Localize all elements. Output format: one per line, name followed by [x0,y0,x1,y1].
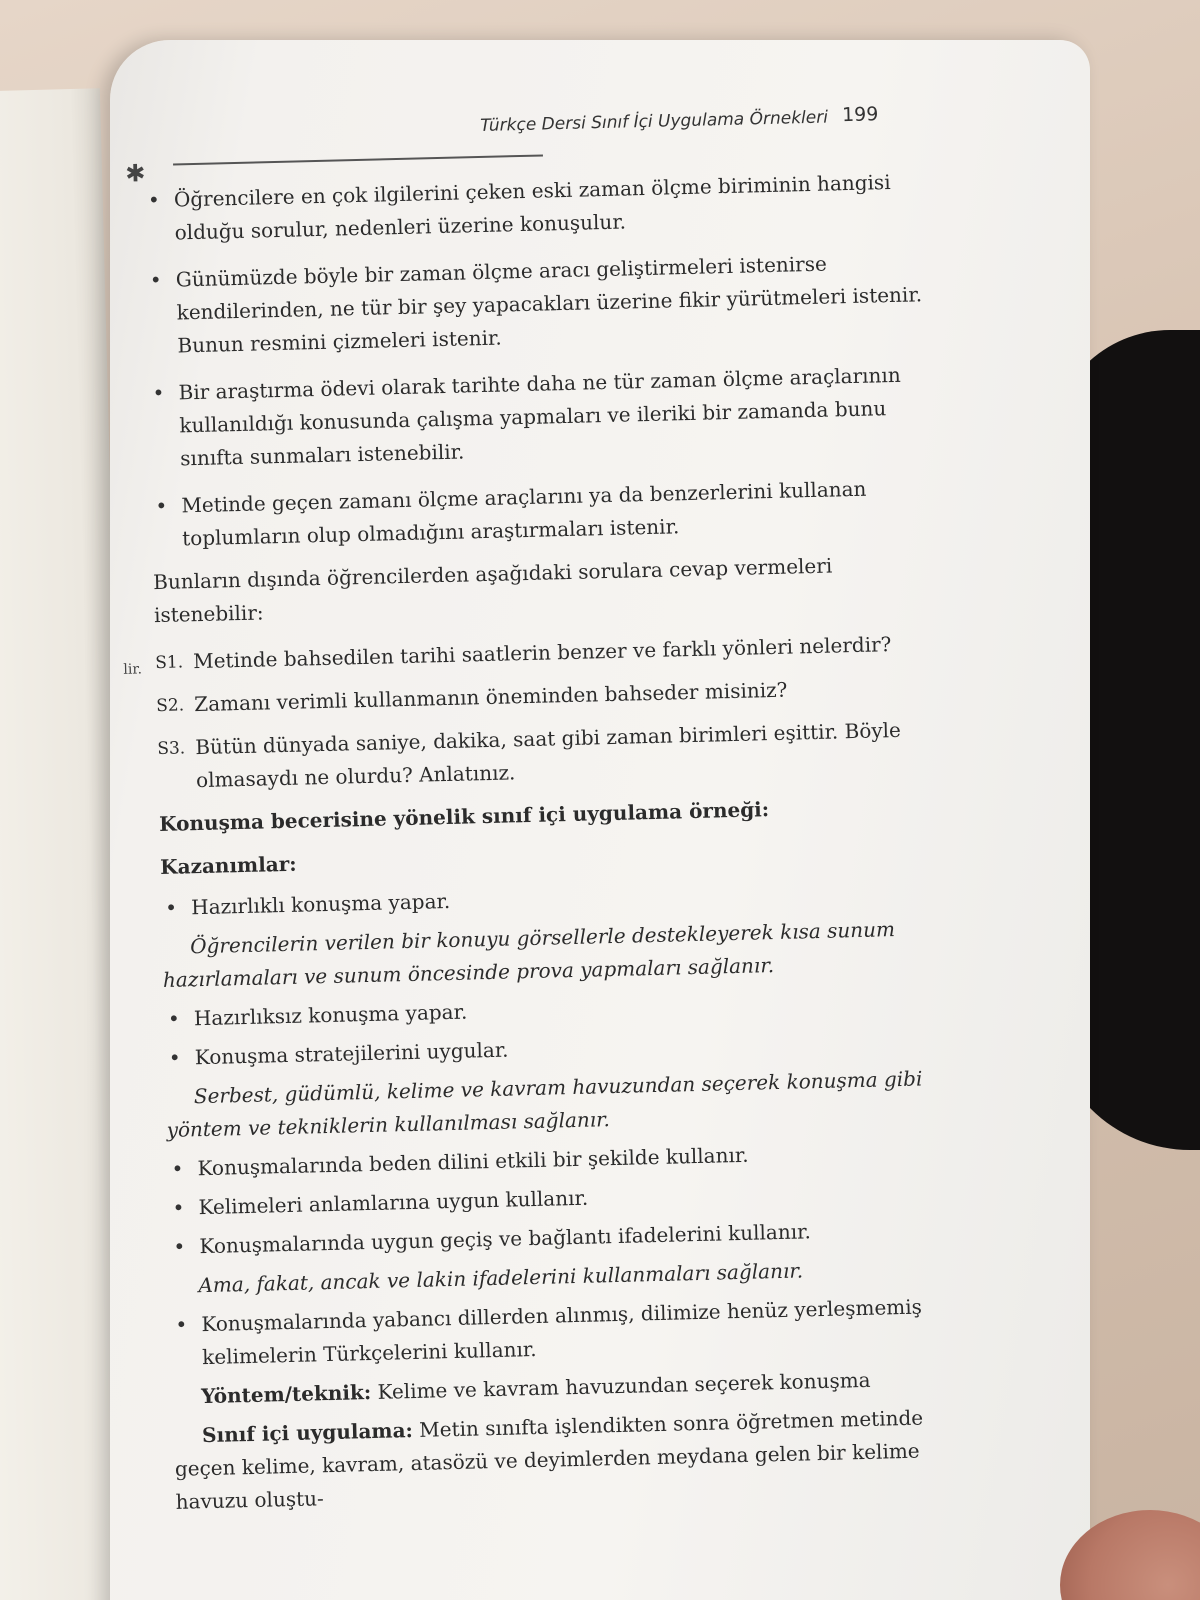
method-label: Yöntem/teknik: [200,1380,372,1409]
question-number: S1. [154,652,184,674]
activity-bullet-2: • Günümüzde böyle bir zaman ölçme aracı geliştirmeleri istenirse kendilerinden, ne tür bir şey yapacakları üzerine fikir yürütmeleri istenir. Bunun resmini çizmeleri istenir. [145,245,937,363]
section-heading: Konuşma becerisine yönelik sınıf içi uygulama örneği: [158,797,770,837]
activity-bullet-3: • Bir araştırma ödevi olarak tarihte daha ne tür zaman ölçme araçlarının kullanıldığı konusunda çalışma yapmaları ve ileriki bir zamanda bunu sınıfta sunmaları istenebilir. [148,358,940,476]
outcome-note-3: Ama, fakat, ancak ve lakin ifadelerini kullanmaları sağlanır. [198,1258,804,1298]
question-1 [155,627,946,679]
page-body [144,165,966,1519]
practice-label: Sınıf içi uygulama: [201,1418,414,1448]
question-3 [157,713,948,798]
header-rule [173,154,543,165]
outcome-bullet-5: • Kelimeleri anlamlarına uygun kullanır. [168,1173,959,1225]
question-number: S2. [156,695,185,717]
question-text: Bütün dünyada saniye, dakika, saat gibi zaman birimleri eşittir. Böyle olmasaydı ne olurdu? Anlatınız. [195,717,902,793]
activity-bullet-1: • Öğrencilere en çok ilgilerini çeken eski zaman ölçme biriminin hangisi olduğu sorulur, nedenleri üzerine konuşulur. [144,165,935,250]
question-text: Metinde bahsedilen tarihi saatlerin benzer ve farklı yönleri nelerdir? [192,632,892,674]
book-page [110,40,1090,1600]
practice-line [174,1401,966,1519]
outcome-bullet-7: • Konuşmalarında yabancı dillerden alınmış, dilimize henüz yerleşmemiş kelimelerin Türkçelerini kullanır. [171,1290,962,1375]
outcome-bullet-6: • Konuşmalarında uygun geçiş ve bağlantı ifadelerini kullanır. [169,1212,960,1264]
questions-intro: Bunların dışında öğrencilerden aşağıdaki sorulara cevap vermeleri istenebilir: [152,553,833,628]
question-2 [156,670,947,722]
page-content-area [110,16,1129,1600]
page-number: 199 [841,103,879,127]
outcome-bullet-2: • Hazırlıksız konuşma yapar. [164,984,955,1036]
margin-stray-text: lir. [123,661,143,678]
practice-text: Metin sınıfta işlendikten sonra öğretmen metinde geçen kelime, kavram, atasözü ve deyimlerden meydana gelen bir kelime havuzu oluştu- [174,1405,924,1514]
method-text: Kelime ve kavram havuzundan seçerek konuşma [370,1367,871,1405]
kazanimlar-label: Kazanımlar: [159,851,297,880]
activity-bullet-4: • Metinde geçen zamanı ölçme araçlarını ya da benzerlerini kullanan toplumların olup olmadığını araştırmaları istenir. [151,471,942,556]
question-text: Zamanı verimli kullanmanın öneminden bahseder misiniz? [193,677,788,717]
outcome-note-2: Serbest, güdümlü, kelime ve kavram havuzundan seçerek konuşma gibi yöntem ve tekniklerin kullanılması sağlanır. [166,1066,923,1142]
handwritten-star-mark: ✱ [124,159,146,188]
question-number: S3. [157,738,186,760]
outcome-bullet-1: • Hazırlıklı konuşma yapar. [161,873,952,925]
outcome-note-1: Öğrencilerin verilen bir konuyu görsellerle destekleyerek kısa sunum hazırlamaları ve sunum öncesinde prova yapmaları sağlanır. [162,917,896,992]
outcome-bullet-3: • Konuşma stratejilerini uygular. [164,1023,955,1075]
running-header-title: Türkçe Dersi Sınıf İçi Uygulama Örnekleri [479,107,829,136]
outcome-bullet-4: • Konuşmalarında beden dilini etkili bir şekilde kullanır. [167,1134,958,1186]
